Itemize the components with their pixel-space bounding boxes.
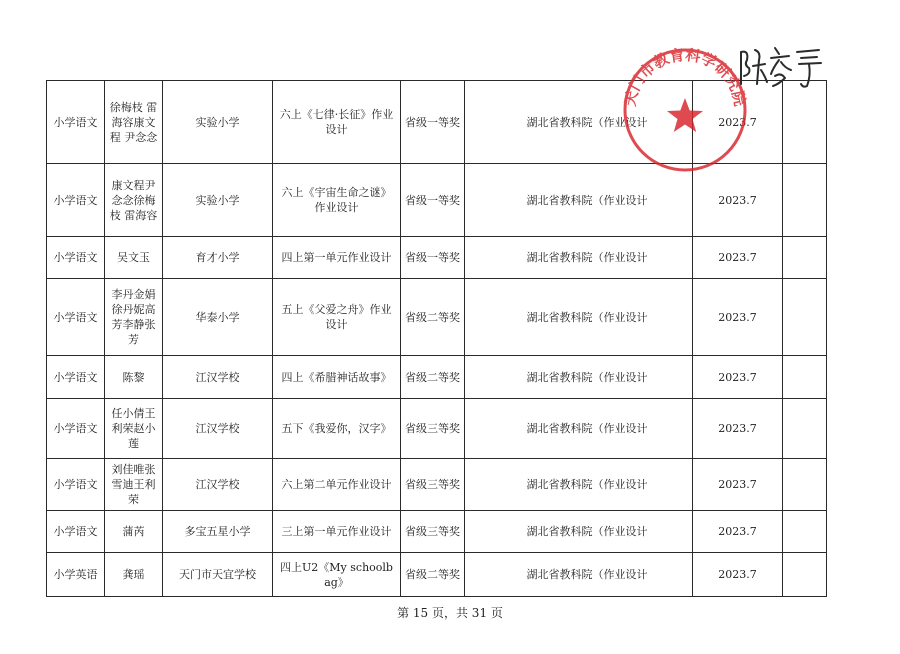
names-cell: 康文程尹念念徐梅枝 雷海容 <box>105 164 163 237</box>
organizer-cell: 湖北省教科院（作业设计 <box>465 511 693 553</box>
school-cell: 江汉学校 <box>163 399 273 459</box>
subject-cell: 小学语文 <box>47 459 105 511</box>
organizer-cell: 湖北省教科院（作业设计 <box>465 164 693 237</box>
table-row <box>47 279 827 356</box>
date-cell: 2023.7 <box>693 399 783 459</box>
project-cell: 四上第一单元作业设计 <box>273 237 401 279</box>
note-cell <box>783 459 827 511</box>
organizer-cell: 湖北省教科院（作业设计 <box>465 279 693 356</box>
table-row <box>47 399 827 459</box>
table-row <box>47 459 827 511</box>
names-cell: 陈黎 <box>105 356 163 399</box>
note-cell <box>783 553 827 597</box>
names-cell: 刘佳唯张雪迪王利荣 <box>105 459 163 511</box>
school-cell: 江汉学校 <box>163 356 273 399</box>
table-row <box>47 356 827 399</box>
date-cell: 2023.7 <box>693 237 783 279</box>
names-cell: 吴文玉 <box>105 237 163 279</box>
names-cell: 徐梅枝 雷海容康文程 尹念念 <box>105 81 163 164</box>
project-cell: 四上U2《My schoolbag》 <box>273 553 401 597</box>
school-cell: 实验小学 <box>163 81 273 164</box>
award-cell: 省级一等奖 <box>401 237 465 279</box>
school-cell: 实验小学 <box>163 164 273 237</box>
subject-cell: 小学语文 <box>47 164 105 237</box>
school-cell: 江汉学校 <box>163 459 273 511</box>
project-cell: 六上第二单元作业设计 <box>273 459 401 511</box>
table-row <box>47 81 827 164</box>
award-cell: 省级二等奖 <box>401 356 465 399</box>
organizer-cell: 湖北省教科院（作业设计 <box>465 399 693 459</box>
project-cell: 五下《我爱你，汉字》 <box>273 399 401 459</box>
date-cell: 2023.7 <box>693 553 783 597</box>
table-row <box>47 511 827 553</box>
subject-cell: 小学语文 <box>47 511 105 553</box>
table-row <box>47 553 827 597</box>
date-cell: 2023.7 <box>693 459 783 511</box>
table-row <box>47 164 827 237</box>
date-cell: 2023.7 <box>693 279 783 356</box>
project-cell: 四上《希腊神话故事》 <box>273 356 401 399</box>
note-cell <box>783 237 827 279</box>
organizer-cell: 湖北省教科院（作业设计 <box>465 356 693 399</box>
names-cell: 李丹金娟徐丹妮高芳李静张芳 <box>105 279 163 356</box>
note-cell <box>783 356 827 399</box>
subject-cell: 小学语文 <box>47 356 105 399</box>
award-cell: 省级三等奖 <box>401 459 465 511</box>
project-cell: 六上《七律·长征》作业设计 <box>273 81 401 164</box>
note-cell <box>783 511 827 553</box>
names-cell: 蒲芮 <box>105 511 163 553</box>
date-cell: 2023.7 <box>693 164 783 237</box>
note-cell <box>783 164 827 237</box>
note-cell <box>783 81 827 164</box>
award-cell: 省级三等奖 <box>401 511 465 553</box>
organizer-cell: 湖北省教科院（作业设计 <box>465 459 693 511</box>
project-cell: 三上第一单元作业设计 <box>273 511 401 553</box>
date-cell: 2023.7 <box>693 81 783 164</box>
date-cell: 2023.7 <box>693 511 783 553</box>
award-cell: 省级三等奖 <box>401 399 465 459</box>
organizer-cell: 湖北省教科院（作业设计 <box>465 237 693 279</box>
table-row <box>47 237 827 279</box>
subject-cell: 小学语文 <box>47 81 105 164</box>
award-cell: 省级一等奖 <box>401 81 465 164</box>
organizer-cell: 湖北省教科院（作业设计 <box>465 81 693 164</box>
subject-cell: 小学语文 <box>47 399 105 459</box>
school-cell: 天门市天宜学校 <box>163 553 273 597</box>
school-cell: 华泰小学 <box>163 279 273 356</box>
names-cell: 龚瑶 <box>105 553 163 597</box>
project-cell: 六上《宇宙生命之谜》作业设计 <box>273 164 401 237</box>
subject-cell: 小学英语 <box>47 553 105 597</box>
award-cell: 省级一等奖 <box>401 164 465 237</box>
subject-cell: 小学语文 <box>47 237 105 279</box>
award-cell: 省级二等奖 <box>401 553 465 597</box>
names-cell: 任小倩王利荣赵小莲 <box>105 399 163 459</box>
organizer-cell: 湖北省教科院（作业设计 <box>465 553 693 597</box>
school-cell: 多宝五星小学 <box>163 511 273 553</box>
subject-cell: 小学语文 <box>47 279 105 356</box>
note-cell <box>783 279 827 356</box>
date-cell: 2023.7 <box>693 356 783 399</box>
award-cell: 省级二等奖 <box>401 279 465 356</box>
awards-table <box>46 80 827 597</box>
school-cell: 育才小学 <box>163 237 273 279</box>
page-number: 第 15 页，共 31 页 <box>397 606 503 620</box>
project-cell: 五上《父爱之舟》作业设计 <box>273 279 401 356</box>
svg-text:天门市教育科学研究院: 天门市教育科学研究院 <box>620 45 750 108</box>
note-cell <box>783 399 827 459</box>
